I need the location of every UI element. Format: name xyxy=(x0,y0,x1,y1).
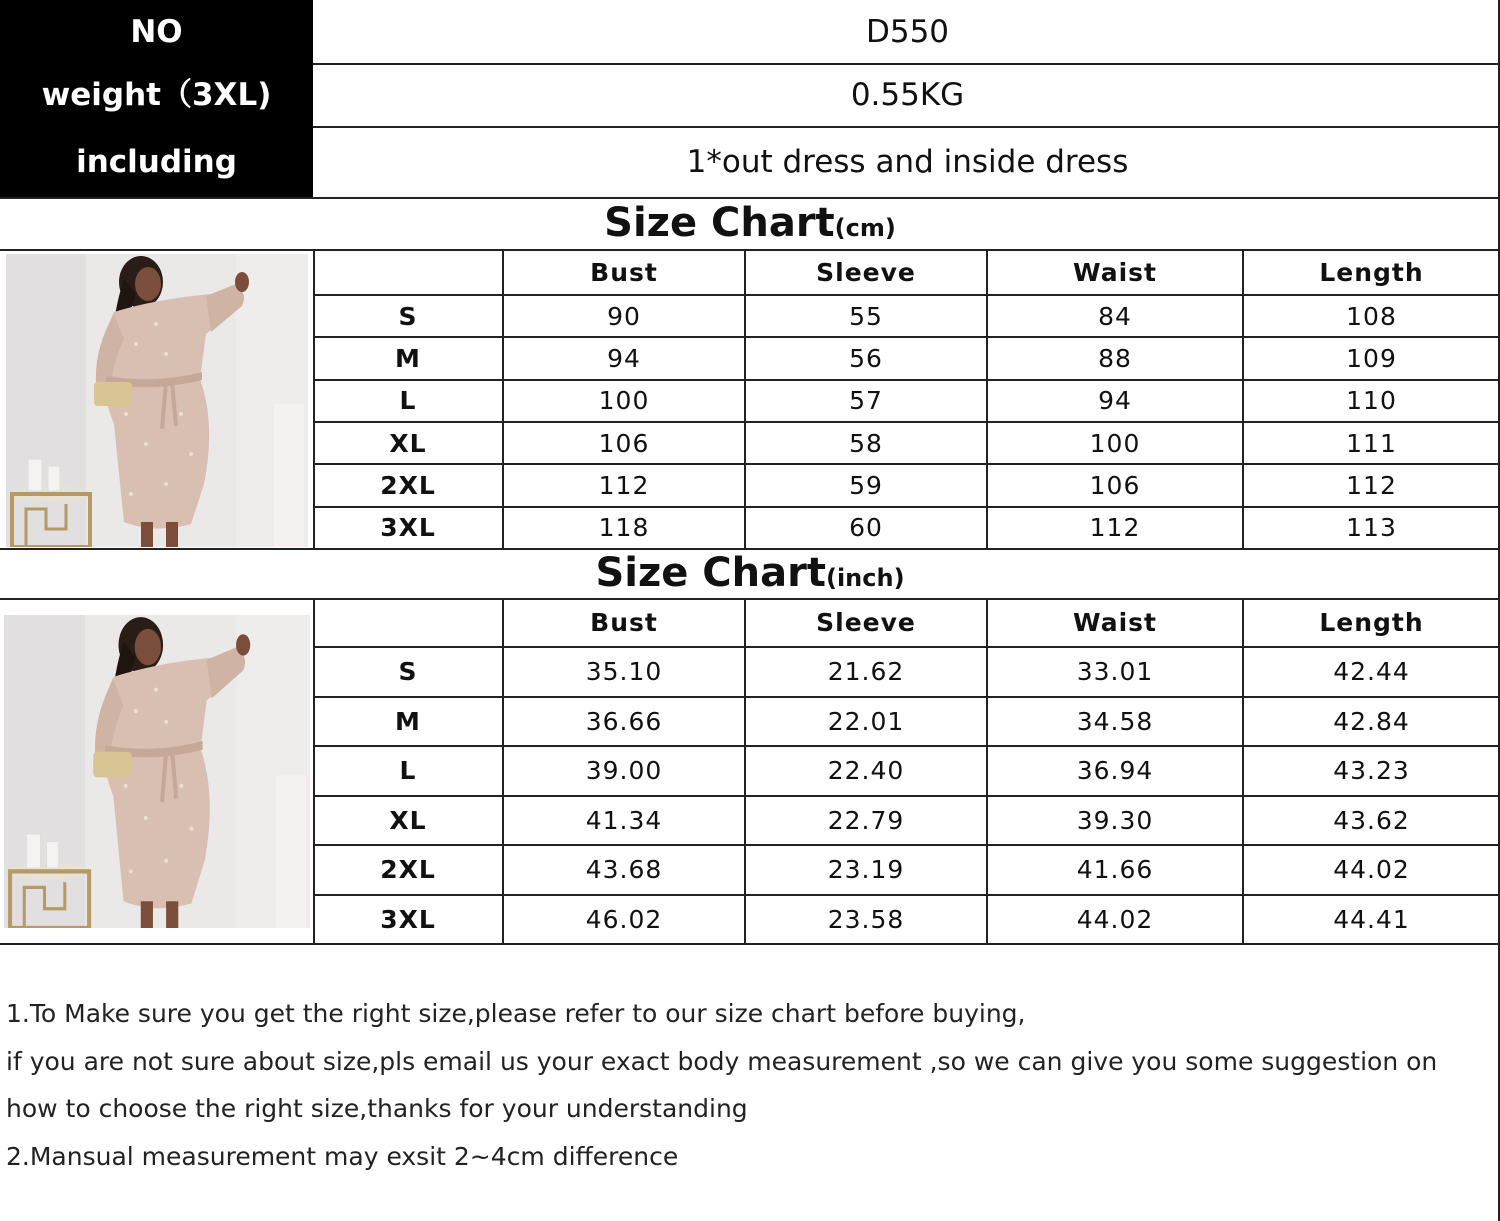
column-header: Waist xyxy=(1073,257,1157,287)
table-cell: 22.79 xyxy=(827,805,905,835)
table-cell: 43.23 xyxy=(1333,756,1410,786)
size-label: L xyxy=(399,756,417,786)
size-label: 2XL xyxy=(380,470,436,500)
table-cell: 57 xyxy=(849,386,883,416)
column-header: Waist xyxy=(1073,608,1157,637)
size-label: XL xyxy=(389,805,427,835)
size-label: 2XL xyxy=(380,855,436,885)
table-cell: 113 xyxy=(1346,513,1397,543)
table-cell: 43.68 xyxy=(585,855,663,885)
grid-line xyxy=(313,696,1500,698)
inch-chart-unit: (inch) xyxy=(825,564,905,592)
table-cell: 109 xyxy=(1346,343,1397,373)
column-header: Sleeve xyxy=(816,608,916,637)
header-value-model: D550 xyxy=(865,14,950,50)
size-label: S xyxy=(398,657,418,687)
table-cell: 112 xyxy=(598,470,650,500)
table-row xyxy=(313,647,1500,697)
inch-chart-title-text: Size Chart xyxy=(595,550,826,596)
table-row xyxy=(313,380,1500,422)
inch-size-table xyxy=(313,598,1500,944)
table-cell: 21.62 xyxy=(827,657,905,687)
table-cell: 42.44 xyxy=(1333,657,1410,687)
column-header xyxy=(313,249,503,295)
table-cell: 56 xyxy=(849,343,883,373)
grid-line xyxy=(744,598,746,944)
size-label: L xyxy=(399,386,417,416)
grid-line xyxy=(313,336,1500,338)
table-row xyxy=(313,295,1500,337)
table-cell: 55 xyxy=(849,301,883,331)
divider xyxy=(0,943,1500,945)
grid-line xyxy=(313,646,1500,648)
note-line: 2.Mansual measurement may exsit 2~4cm difference xyxy=(6,1141,679,1171)
table-cell: 36.94 xyxy=(1076,756,1154,786)
table-cell: 22.40 xyxy=(827,756,905,786)
table-row xyxy=(313,796,1500,846)
note-line: if you are not sure about size,pls email us your exact body measurement ,so we can give you some suggestion on xyxy=(6,1046,1438,1076)
table-cell: 118 xyxy=(598,513,650,543)
table-header-row xyxy=(313,598,1500,647)
table-cell: 112 xyxy=(1346,470,1397,500)
table-cell: 44.41 xyxy=(1333,904,1410,934)
table-cell: 39.30 xyxy=(1076,805,1154,835)
size-notes xyxy=(6,990,1496,1180)
grid-line xyxy=(313,844,1500,846)
grid-line xyxy=(313,294,1500,296)
divider xyxy=(313,126,1500,128)
table-cell: 60 xyxy=(849,513,883,543)
cm-chart-title xyxy=(0,200,1500,246)
size-label: M xyxy=(395,343,421,373)
table-cell: 39.00 xyxy=(585,756,663,786)
divider xyxy=(0,197,1500,199)
table-row xyxy=(313,845,1500,895)
table-cell: 34.58 xyxy=(1076,706,1154,736)
grid-line xyxy=(313,506,1500,508)
cm-chart-unit: (cm) xyxy=(834,214,896,242)
table-row xyxy=(313,746,1500,796)
table-header-row xyxy=(313,249,1500,295)
table-row xyxy=(313,697,1500,747)
size-label: M xyxy=(395,706,421,736)
table-cell: 108 xyxy=(1346,301,1397,331)
size-label: S xyxy=(398,301,418,331)
divider xyxy=(313,63,1500,65)
cm-chart-title-text: Size Chart xyxy=(604,200,835,246)
table-cell: 94 xyxy=(607,343,641,373)
column-header: Bust xyxy=(590,608,658,637)
column-header: Bust xyxy=(590,257,658,287)
table-cell: 58 xyxy=(849,428,883,458)
grid-line xyxy=(502,598,504,944)
woman-in-dress-image xyxy=(4,615,310,928)
table-cell: 23.58 xyxy=(827,904,905,934)
table-cell: 44.02 xyxy=(1333,855,1410,885)
header-value-weight: 0.55KG xyxy=(850,77,965,113)
table-cell: 59 xyxy=(849,470,883,500)
table-cell: 88 xyxy=(1098,343,1132,373)
table-cell: 42.84 xyxy=(1333,706,1410,736)
header-value-including: 1*out dress and inside dress xyxy=(686,144,1129,180)
table-cell: 106 xyxy=(1089,470,1141,500)
note-line: 1.To Make sure you get the right size,please refer to our size chart before buying, xyxy=(6,999,1026,1028)
table-row xyxy=(313,507,1500,549)
woman-in-dress-image xyxy=(6,254,308,547)
grid-line xyxy=(986,598,988,944)
table-cell: 35.10 xyxy=(585,657,663,687)
grid-line xyxy=(313,379,1500,381)
table-cell: 46.02 xyxy=(585,904,663,934)
table-row xyxy=(313,464,1500,506)
table-cell: 100 xyxy=(598,386,650,416)
grid-line xyxy=(313,421,1500,423)
table-cell: 110 xyxy=(1346,386,1397,416)
size-label: 3XL xyxy=(380,513,436,543)
grid-line xyxy=(313,894,1500,896)
table-row xyxy=(313,337,1500,379)
table-cell: 44.02 xyxy=(1076,904,1154,934)
grid-line xyxy=(1242,598,1244,944)
inch-chart-title xyxy=(0,550,1500,596)
table-cell: 23.19 xyxy=(827,855,905,885)
header-label-including: including xyxy=(76,144,237,180)
grid-line xyxy=(313,598,315,944)
product-photo xyxy=(6,254,308,547)
size-label: XL xyxy=(389,428,427,458)
table-cell: 106 xyxy=(598,428,650,458)
table-cell: 22.01 xyxy=(827,706,905,736)
table-row xyxy=(313,895,1500,945)
table-cell: 36.66 xyxy=(585,706,663,736)
table-cell: 41.34 xyxy=(585,805,663,835)
header-label-no: NO xyxy=(130,14,183,50)
table-cell: 90 xyxy=(607,301,641,331)
grid-line xyxy=(313,795,1500,797)
grid-line xyxy=(313,463,1500,465)
table-cell: 43.62 xyxy=(1333,805,1410,835)
table-cell: 100 xyxy=(1089,428,1141,458)
column-header: Length xyxy=(1319,608,1424,637)
table-cell: 41.66 xyxy=(1076,855,1154,885)
table-cell: 112 xyxy=(1089,513,1141,543)
table-cell: 84 xyxy=(1098,301,1132,331)
product-photo xyxy=(4,615,310,928)
size-label: 3XL xyxy=(380,904,436,934)
table-cell: 111 xyxy=(1346,428,1397,458)
header-label-weight: weight（3XL) xyxy=(41,77,272,113)
column-header xyxy=(313,598,503,647)
table-cell: 33.01 xyxy=(1076,657,1154,687)
table-row xyxy=(313,422,1500,464)
grid-line xyxy=(313,745,1500,747)
table-cell: 94 xyxy=(1098,386,1132,416)
note-line: how to choose the right size,thanks for your understanding xyxy=(6,1094,748,1123)
cm-size-table xyxy=(313,249,1500,549)
column-header: Length xyxy=(1319,257,1424,287)
column-header: Sleeve xyxy=(816,257,916,287)
